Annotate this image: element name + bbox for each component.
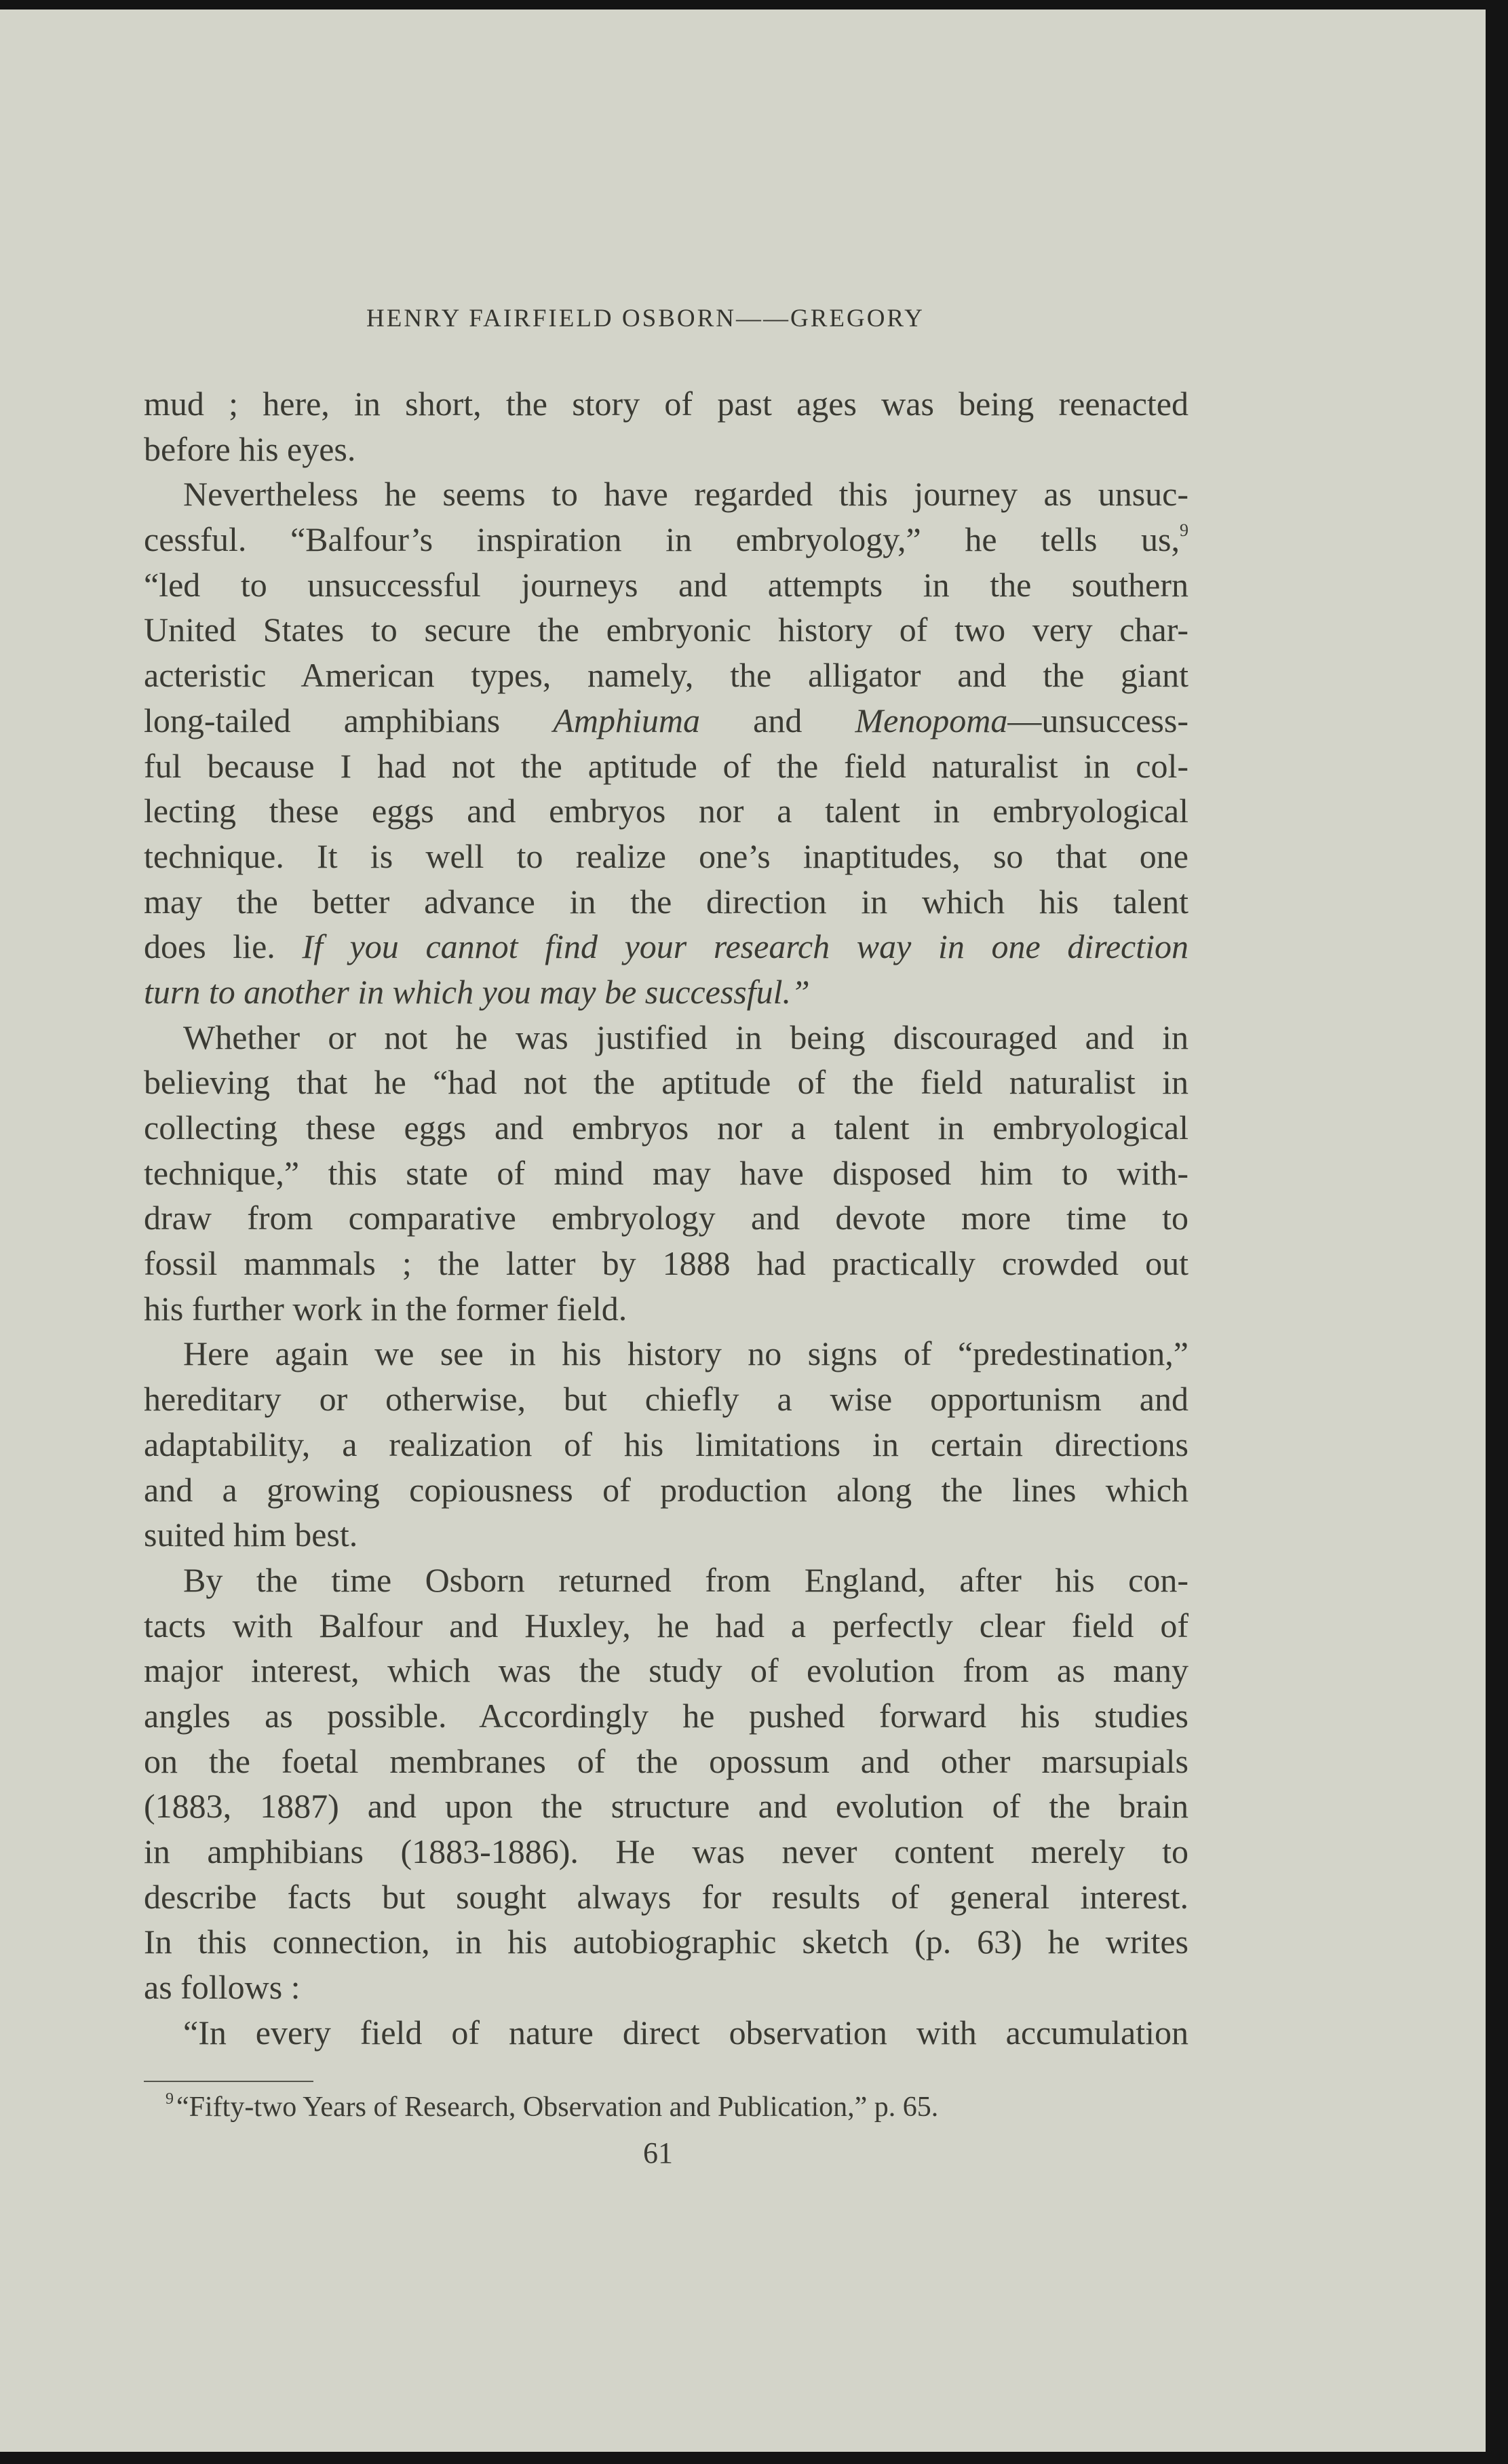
text-line: technique,” this state of mind may have disposed him to with- bbox=[144, 1153, 1188, 1192]
text-line: acteristic American types, namely, the alligator and the giant bbox=[144, 656, 1188, 695]
text-line: fossil mammals ; the latter by 1888 had practically crowded out bbox=[144, 1244, 1188, 1283]
genus-name: Amphiuma bbox=[553, 701, 701, 739]
genus-name: Menopoma bbox=[855, 701, 1008, 739]
text-line: angles as possible. Accordingly he pushed forward his studies bbox=[144, 1696, 1188, 1735]
text-line: in amphibians (1883-1886). He was never content merely to bbox=[144, 1832, 1188, 1870]
scan-bottom-edge bbox=[0, 2452, 1508, 2464]
text-line: turn to another in which you may be successful.” bbox=[144, 972, 810, 1011]
italic-quote: If you cannot find your research way in one direction bbox=[302, 927, 1188, 966]
text-line: tacts with Balfour and Huxley, he had a perfectly clear field of bbox=[144, 1606, 1188, 1644]
text-line: ful because I had not the aptitude of the field naturalist in col- bbox=[144, 746, 1188, 785]
text-line: “In every field of nature direct observation with accumulation bbox=[183, 2013, 1188, 2052]
text-line: on the foetal membranes of the opossum and other marsupials bbox=[144, 1741, 1188, 1780]
text-line: By the time Osborn returned from England, after his con- bbox=[183, 1560, 1188, 1599]
text-line: Whether or not he was justified in being discouraged and in bbox=[183, 1018, 1188, 1056]
footnote-rule bbox=[144, 2081, 313, 2082]
text-line bbox=[144, 517, 1188, 562]
text-line: Here again we see in his history no signs of “predestination,” bbox=[183, 1334, 1188, 1373]
text-line: adaptability, a realization of his limitations in certain directions bbox=[144, 1425, 1188, 1463]
page-number: 61 bbox=[643, 2136, 673, 2170]
text-line: suited him best. bbox=[144, 1516, 358, 1554]
footnote-reference: 9 bbox=[1180, 520, 1188, 541]
text-span: does lie. bbox=[144, 927, 303, 966]
scan-top-edge bbox=[0, 0, 1508, 9]
text-line: and a growing copiousness of production along the lines which bbox=[144, 1470, 1188, 1509]
text-line: his further work in the former field. bbox=[144, 1289, 627, 1328]
text-line: mud ; here, in short, the story of past ages was being reenacted bbox=[144, 385, 1188, 423]
text-line: “led to unsuccessful journeys and attempts in the southern bbox=[144, 565, 1188, 604]
text-line: describe facts but sought always for results of general interest. bbox=[144, 1877, 1188, 1916]
text-line: as follows : bbox=[144, 1968, 301, 2007]
text-line bbox=[144, 698, 1188, 744]
footnote-text: “Fifty-two Years of Research, Observation and Publication,” p. 65. bbox=[176, 2092, 939, 2123]
scan-right-edge bbox=[1486, 0, 1508, 2464]
text-span: cessful. “Balfour’s inspiration in embryology,” he tells us, bbox=[144, 520, 1180, 559]
text-line: before his eyes. bbox=[144, 429, 356, 468]
text-line: major interest, which was the study of evolution from as many bbox=[144, 1651, 1188, 1690]
text-line: In this connection, in his autobiographic sketch (p. 63) he writes bbox=[144, 1923, 1188, 1961]
text-span: long-tailed amphibians bbox=[144, 701, 554, 739]
text-line: United States to secure the embryonic history of two very char- bbox=[144, 611, 1188, 649]
text-line: Nevertheless he seems to have regarded this journey as unsuc- bbox=[183, 475, 1188, 514]
footnote-marker: 9 bbox=[166, 2090, 174, 2108]
text-line: hereditary or otherwise, but chiefly a wise opportunism and bbox=[144, 1380, 1188, 1419]
text-span: and bbox=[700, 701, 855, 739]
text-line: collecting these eggs and embryos nor a talent in embryological bbox=[144, 1109, 1188, 1147]
text-line bbox=[144, 924, 1188, 969]
body-text bbox=[144, 381, 1188, 2055]
text-line: draw from comparative embryology and devote more time to bbox=[144, 1199, 1188, 1237]
text-span: —unsuccess- bbox=[1007, 701, 1188, 739]
text-line: technique. It is well to realize one’s inaptitudes, so that one bbox=[144, 836, 1188, 875]
text-line: (1883, 1887) and upon the structure and evolution of the brain bbox=[144, 1787, 1188, 1826]
footnote bbox=[166, 2091, 938, 2123]
text-line: may the better advance in the direction in which his talent bbox=[144, 882, 1188, 921]
text-line: lecting these eggs and embryos nor a talent in embryological bbox=[144, 792, 1188, 830]
running-head: HENRY FAIRFIELD OSBORN——GREGORY bbox=[366, 305, 925, 332]
text-line: believing that he “had not the aptitude of the field naturalist in bbox=[144, 1063, 1188, 1102]
